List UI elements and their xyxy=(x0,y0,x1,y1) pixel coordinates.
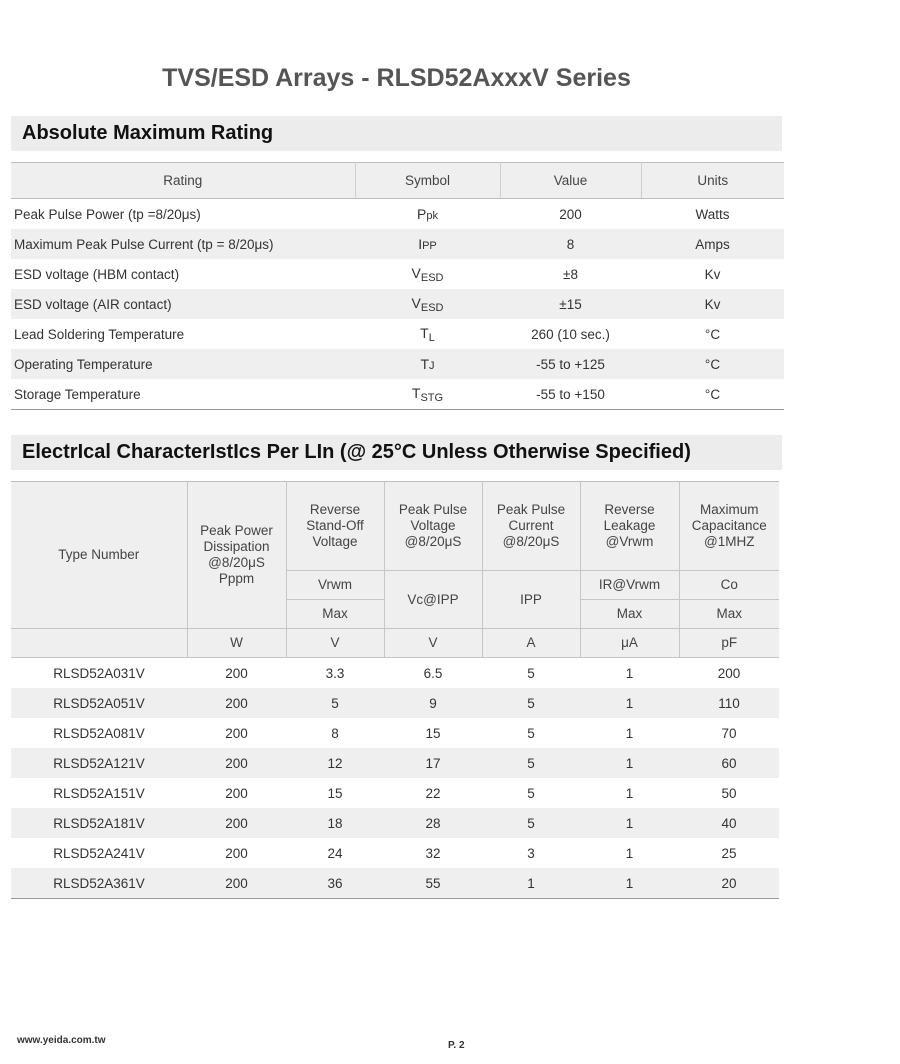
symbol-main: V xyxy=(411,294,421,311)
symbol-ir-vrwm: IR@Vrwm xyxy=(580,571,679,600)
table-row xyxy=(11,319,784,349)
symbol-sub: ESD xyxy=(420,271,444,284)
amr-header-units: Units xyxy=(641,163,784,199)
type-number-cell: RLSD52A241V xyxy=(53,845,145,861)
symbol-main: P xyxy=(417,206,427,222)
ipp-cell: 1 xyxy=(482,868,580,899)
table-row xyxy=(11,259,784,289)
header-line: Reverse xyxy=(604,502,655,517)
power-cell: 200 xyxy=(225,845,248,861)
symbol-main: T xyxy=(420,324,429,341)
type-number-cell: RLSD52A151V xyxy=(53,785,145,801)
symbol-cell xyxy=(355,319,500,349)
header-line: @1MHZ xyxy=(704,534,755,549)
header-line: Peak Power xyxy=(200,523,273,538)
table-row xyxy=(11,778,779,808)
table-row xyxy=(11,289,784,319)
power-cell: 200 xyxy=(225,785,248,801)
power-cell: 200 xyxy=(187,748,286,778)
vc-cell: 55 xyxy=(384,868,482,899)
max-co: Max xyxy=(679,600,779,629)
unit-v: V xyxy=(384,629,482,658)
unit-v: V xyxy=(286,629,384,658)
ir-cell: 1 xyxy=(580,688,679,718)
co-cell: 25 xyxy=(721,845,737,861)
type-number-cell: RLSD52A081V xyxy=(53,725,145,741)
value-cell: 200 xyxy=(559,206,582,222)
vc-cell: 15 xyxy=(425,725,441,741)
co-cell: 70 xyxy=(721,725,737,741)
vc-cell: 9 xyxy=(384,688,482,718)
vrwm-cell: 5 xyxy=(286,688,384,718)
rating-cell: Operating Temperature xyxy=(11,349,355,379)
header-line: Stand-Off xyxy=(306,518,364,533)
symbol-sub: pk xyxy=(426,210,438,222)
ir-cell: 1 xyxy=(580,808,679,838)
power-cell: 200 xyxy=(187,808,286,838)
symbol-sub: J xyxy=(429,360,435,372)
header-line: @Vrwm xyxy=(605,534,654,549)
ec-header-reverse-leakage xyxy=(580,482,679,571)
value-cell: -55 to +125 xyxy=(500,349,641,379)
ipp-cell: 5 xyxy=(482,688,580,718)
symbol-cell xyxy=(355,289,500,319)
units-cell: Kv xyxy=(641,289,784,319)
vc-cell: 17 xyxy=(384,748,482,778)
ir-cell: 1 xyxy=(580,748,679,778)
power-cell: 200 xyxy=(187,868,286,899)
type-number-cell: RLSD52A121V xyxy=(11,748,187,778)
header-line: Voltage xyxy=(410,518,456,533)
type-number-cell: RLSD52A031V xyxy=(53,665,145,681)
table-row xyxy=(11,748,779,778)
rating-cell: Storage Temperature xyxy=(14,386,141,402)
absolute-maximum-rating-heading: Absolute Maximum Rating xyxy=(11,116,782,151)
units-cell: °C xyxy=(641,349,784,379)
ir-cell: 1 xyxy=(625,785,634,801)
units-cell: °C xyxy=(704,386,721,402)
power-cell: 200 xyxy=(225,665,248,681)
symbol-sub: PP xyxy=(422,240,437,252)
header-line: Leakage xyxy=(603,518,656,533)
co-cell: 60 xyxy=(679,748,779,778)
vrwm-cell: 24 xyxy=(327,845,343,861)
ec-units-row xyxy=(11,629,779,658)
symbol-cell xyxy=(355,199,500,230)
unit-w: W xyxy=(187,629,286,658)
unit-pf: pF xyxy=(679,629,779,658)
symbol-main: V xyxy=(411,264,421,281)
value-cell: -55 to +150 xyxy=(536,386,605,402)
vc-cell: 22 xyxy=(425,785,441,801)
electrical-characteristics-heading: ElectrIcal CharacterIstIcs Per LIn (@ 25°C Unless Otherwise Specified) xyxy=(11,435,782,470)
co-cell: 50 xyxy=(721,785,737,801)
vc-cell: 6.5 xyxy=(423,665,443,681)
symbol-main: I xyxy=(418,236,423,252)
co-cell: 40 xyxy=(679,808,779,838)
max-ir: Max xyxy=(580,600,679,629)
ipp-cell: 3 xyxy=(527,845,535,861)
units-cell: Amps xyxy=(641,229,784,259)
amr-header-row xyxy=(11,163,784,199)
header-line: Voltage xyxy=(312,534,358,549)
header-line: Peak Pulse xyxy=(398,502,468,517)
max-vrwm: Max xyxy=(286,600,384,629)
ec-header-row xyxy=(11,482,779,571)
ipp-cell: 5 xyxy=(482,748,580,778)
rating-cell: Maximum Peak Pulse Current (tp = 8/20μs) xyxy=(11,229,355,259)
vc-cell: 32 xyxy=(425,845,441,861)
symbol-sub: STG xyxy=(420,391,444,404)
units-cell: °C xyxy=(704,326,721,342)
symbol-cell xyxy=(355,349,500,379)
vrwm-cell: 18 xyxy=(286,808,384,838)
power-cell: 200 xyxy=(225,725,248,741)
amr-header-symbol: Symbol xyxy=(355,163,500,199)
ipp-cell: 5 xyxy=(482,808,580,838)
ir-cell: 1 xyxy=(625,665,634,681)
vrwm-cell: 15 xyxy=(327,785,343,801)
units-cell: Kv xyxy=(704,266,721,282)
ec-header-peak-pulse-current xyxy=(482,482,580,571)
type-number-cell: RLSD52A361V xyxy=(11,868,187,899)
table-row xyxy=(11,379,784,410)
footer-page-number: P. 2 xyxy=(448,1040,465,1051)
rating-cell: Lead Soldering Temperature xyxy=(14,326,185,342)
power-cell: 200 xyxy=(187,688,286,718)
type-number-cell: RLSD52A181V xyxy=(11,808,187,838)
ec-header-peak-pulse-voltage xyxy=(384,482,482,571)
vrwm-cell: 12 xyxy=(286,748,384,778)
rating-cell: ESD voltage (HBM contact) xyxy=(14,266,180,282)
units-cell: Watts xyxy=(695,206,730,222)
symbol-vrwm: Vrwm xyxy=(286,571,384,600)
units-blank xyxy=(11,629,187,658)
type-number-cell: RLSD52A051V xyxy=(11,688,187,718)
table-row xyxy=(11,658,779,689)
symbol-co: Co xyxy=(679,571,779,600)
value-cell: 260 (10 sec.) xyxy=(531,326,610,342)
table-row xyxy=(11,349,784,379)
header-line: Maximum xyxy=(699,502,759,517)
symbol-sub: ESD xyxy=(420,301,444,314)
symbol-vc-ipp: Vc@IPP xyxy=(384,571,482,629)
rating-cell: Peak Pulse Power (tp =8/20μs) xyxy=(14,206,201,222)
symbol-cell xyxy=(355,379,500,410)
value-cell: 8 xyxy=(500,229,641,259)
table-row xyxy=(11,229,784,259)
ir-cell: 1 xyxy=(580,868,679,899)
ec-header-max-capacitance xyxy=(679,482,779,571)
co-cell: 20 xyxy=(679,868,779,899)
table-row xyxy=(11,868,779,899)
vrwm-cell: 8 xyxy=(331,725,339,741)
symbol-main: T xyxy=(420,356,430,372)
header-line: @8/20μS xyxy=(404,534,462,549)
amr-header-rating: Rating xyxy=(11,163,355,199)
rating-cell: ESD voltage (AIR contact) xyxy=(11,289,355,319)
table-row xyxy=(11,199,784,230)
header-line: Capacitance xyxy=(691,518,767,533)
table-row xyxy=(11,688,779,718)
ec-header-reverse-standoff xyxy=(286,482,384,571)
ipp-cell: 5 xyxy=(527,725,535,741)
vrwm-cell: 36 xyxy=(286,868,384,899)
co-cell: 110 xyxy=(679,688,779,718)
header-line: @8/20μS xyxy=(502,534,560,549)
vrwm-cell: 3.3 xyxy=(325,665,345,681)
value-cell: ±8 xyxy=(563,266,578,282)
header-line: Reverse xyxy=(309,502,361,517)
ipp-cell: 5 xyxy=(527,785,535,801)
footer-website-link[interactable]: www.yeida.com.tw xyxy=(17,1035,106,1046)
vc-cell: 28 xyxy=(384,808,482,838)
table-row xyxy=(11,808,779,838)
header-line: Pppm xyxy=(218,571,255,586)
table-row xyxy=(11,718,779,748)
symbol-cell xyxy=(355,229,500,259)
document-title: TVS/ESD Arrays - RLSD52AxxxV Series xyxy=(162,64,631,92)
co-cell: 200 xyxy=(717,665,741,681)
header-line: Dissipation xyxy=(203,539,270,554)
ec-header-type-number: Type Number xyxy=(11,482,187,629)
value-cell: ±15 xyxy=(500,289,641,319)
ir-cell: 1 xyxy=(625,845,634,861)
electrical-characteristics-table xyxy=(11,481,779,899)
symbol-main: T xyxy=(411,384,421,401)
ec-header-peak-power xyxy=(187,482,286,629)
header-line: Current xyxy=(508,518,554,533)
amr-header-value: Value xyxy=(500,163,641,199)
unit-ua: μA xyxy=(580,629,679,658)
symbol-ipp: IPP xyxy=(482,571,580,629)
symbol-cell xyxy=(355,259,500,289)
ipp-cell: 5 xyxy=(527,665,535,681)
unit-a: A xyxy=(482,629,580,658)
ir-cell: 1 xyxy=(625,725,634,741)
absolute-maximum-rating-table xyxy=(11,162,784,410)
header-line: Peak Pulse xyxy=(496,502,566,517)
table-row xyxy=(11,838,779,868)
header-line: @8/20μS xyxy=(208,555,265,570)
symbol-sub: L xyxy=(428,331,435,344)
